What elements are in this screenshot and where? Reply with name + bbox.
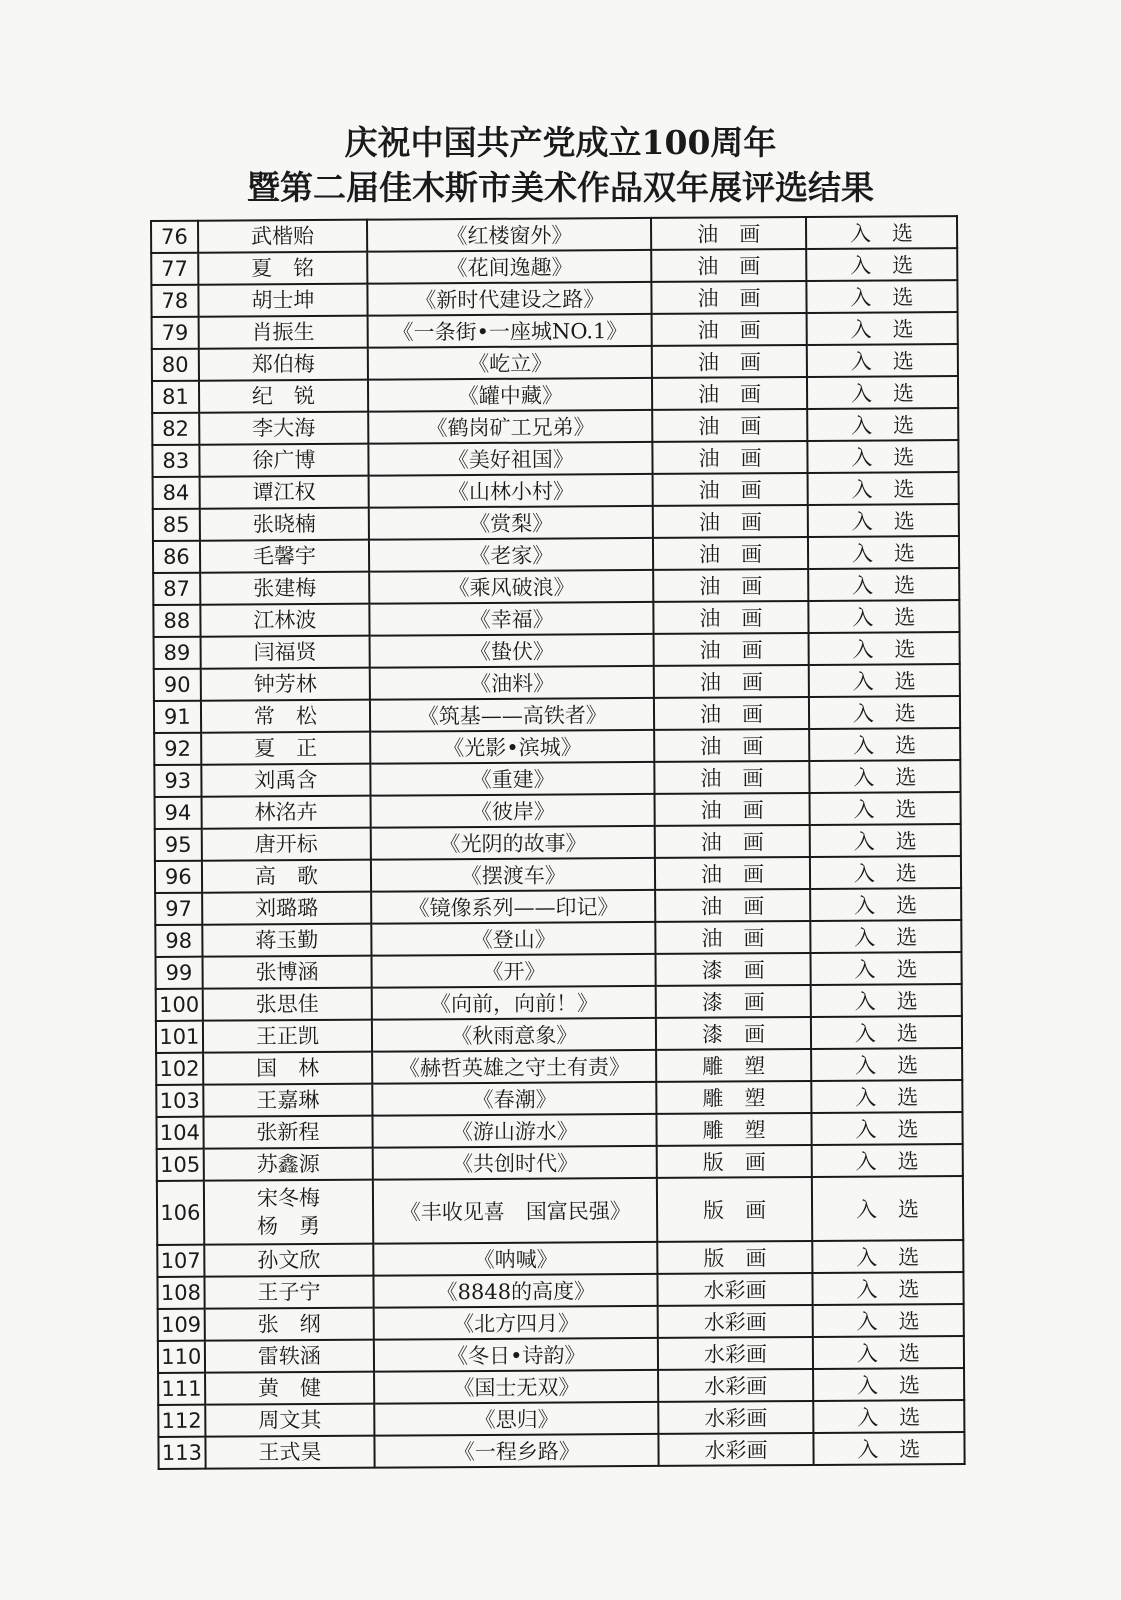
artist-name: 郑伯梅 (251, 351, 315, 377)
artist-name: 谭江权 (252, 479, 316, 505)
selection-result: 入 选 (811, 1016, 962, 1049)
row-number: 111 (158, 1373, 205, 1405)
selection-result: 入 选 (808, 664, 959, 697)
work-title: 《冬日•诗韵》 (374, 1338, 658, 1372)
table-row (152, 312, 958, 349)
work-category: 油 画 (654, 633, 808, 666)
selection-result: 入 选 (810, 984, 961, 1017)
artist-name: 王子宁 (257, 1279, 321, 1305)
work-title: 《春潮》 (372, 1082, 656, 1116)
work-category: 油 画 (652, 345, 806, 378)
row-number: 78 (151, 285, 198, 317)
artist-name: 徐广博 (252, 447, 316, 473)
work-category: 漆 画 (656, 985, 810, 1018)
table-row (155, 888, 961, 925)
artist-names (203, 1148, 373, 1181)
artist-name: 周文其 (258, 1407, 322, 1433)
selection-result: 入 选 (810, 888, 961, 921)
artist-names (199, 508, 369, 541)
row-number: 102 (156, 1053, 203, 1085)
row-number: 92 (154, 733, 201, 765)
selection-result: 入 选 (807, 440, 958, 473)
selection-result: 入 选 (806, 216, 957, 249)
artist-names (204, 1244, 374, 1277)
table-row (156, 1048, 962, 1085)
artist-name: 王式昊 (258, 1439, 322, 1465)
artist-name: 夏 正 (254, 735, 318, 761)
selection-result: 入 选 (809, 728, 960, 761)
artist-name: 武楷贻 (250, 223, 315, 249)
artist-names (199, 380, 369, 413)
work-title: 《光阴的故事》 (371, 826, 655, 860)
row-number: 106 (157, 1181, 204, 1245)
work-category: 漆 画 (656, 1017, 810, 1050)
work-category: 版 画 (658, 1241, 812, 1274)
row-number: 94 (155, 797, 202, 829)
work-title: 《光影•滨城》 (370, 730, 654, 764)
artist-names (201, 796, 371, 829)
work-title: 《共创时代》 (373, 1146, 657, 1180)
row-number: 113 (158, 1437, 205, 1469)
artist-name: 李大海 (252, 415, 316, 441)
work-title: 《油料》 (370, 666, 654, 700)
table-row (155, 824, 961, 861)
work-category: 油 画 (656, 889, 810, 922)
selection-result: 入 选 (812, 1176, 964, 1241)
artist-name: 张建梅 (253, 575, 317, 601)
work-title: 《老家》 (369, 538, 653, 572)
artist-names (200, 540, 370, 573)
work-category: 水彩画 (659, 1401, 813, 1434)
artist-name: 唐开标 (254, 831, 318, 857)
row-number: 97 (155, 893, 202, 925)
table-row (153, 568, 959, 605)
selection-result: 入 选 (808, 536, 959, 569)
work-title: 《秋雨意象》 (372, 1018, 656, 1052)
row-number: 95 (155, 829, 202, 861)
row-number: 82 (152, 413, 199, 445)
work-category: 漆 画 (656, 953, 810, 986)
work-category: 水彩画 (658, 1369, 812, 1402)
row-number: 86 (153, 541, 200, 573)
work-category: 油 画 (655, 825, 809, 858)
work-category: 油 画 (655, 857, 809, 890)
row-number: 108 (157, 1277, 204, 1309)
work-title: 《幸福》 (370, 602, 654, 636)
table-row (153, 472, 959, 509)
artist-names (198, 220, 368, 253)
work-title: 《彼岸》 (371, 794, 655, 828)
row-number: 101 (156, 1021, 203, 1053)
work-title: 《赫哲英雄之守土有责》 (372, 1050, 656, 1084)
selection-result: 入 选 (808, 600, 959, 633)
row-number: 77 (151, 253, 198, 285)
table-row (152, 408, 958, 445)
artist-names (203, 1052, 373, 1085)
page-subtitle: 暨第二届佳木斯市美术作品双年展评选结果 (247, 168, 874, 207)
artist-names (203, 1084, 373, 1117)
row-number: 79 (152, 317, 199, 349)
work-title: 《向前，向前！》 (372, 986, 656, 1020)
artist-names (205, 1340, 375, 1373)
table-row (158, 1400, 964, 1437)
selection-result: 入 选 (806, 312, 957, 345)
artist-name: 杨 勇 (257, 1213, 321, 1239)
row-number: 110 (158, 1341, 205, 1373)
selection-result: 入 选 (810, 856, 961, 889)
work-category: 油 画 (653, 409, 807, 442)
artist-name: 张思佳 (255, 991, 319, 1017)
work-title: 《一程乡路》 (375, 1434, 659, 1468)
table-row (156, 1080, 962, 1117)
artist-names (202, 988, 372, 1021)
table-row (157, 1240, 963, 1277)
work-category: 水彩画 (658, 1273, 812, 1306)
artist-name: 张晓楠 (252, 511, 316, 537)
artist-names (200, 668, 370, 701)
selection-result: 入 选 (810, 952, 961, 985)
table-row (155, 856, 961, 893)
artist-names (201, 828, 371, 861)
work-category: 油 画 (652, 313, 806, 346)
artist-name: 刘璐璐 (255, 895, 319, 921)
work-title: 《重建》 (371, 762, 655, 796)
row-number: 91 (154, 701, 201, 733)
work-title: 《开》 (372, 954, 656, 988)
table-row (156, 1016, 962, 1053)
selection-result: 入 选 (807, 504, 958, 537)
work-title: 《屹立》 (368, 346, 652, 380)
work-category: 油 画 (655, 761, 809, 794)
artist-name: 闫福贤 (253, 639, 317, 665)
work-title: 《新时代建设之路》 (368, 282, 652, 316)
artist-name: 高 歌 (254, 863, 319, 889)
table-row (158, 1432, 964, 1469)
row-number: 98 (155, 925, 202, 957)
table-row (151, 280, 957, 317)
work-title: 《赏梨》 (369, 506, 653, 540)
work-category: 油 画 (655, 793, 809, 826)
selection-result: 入 选 (812, 1240, 963, 1273)
work-title: 《丰收见喜 国富民强》 (373, 1178, 658, 1244)
selection-result: 入 选 (811, 1048, 962, 1081)
work-category: 油 画 (655, 729, 809, 762)
work-category: 油 画 (653, 473, 807, 506)
work-title: 《花间逸趣》 (367, 250, 651, 284)
artist-name: 江林波 (253, 607, 317, 633)
row-number: 83 (152, 445, 199, 477)
selection-result: 入 选 (812, 1272, 963, 1305)
work-category: 版 画 (657, 1177, 812, 1242)
work-category: 油 画 (654, 569, 808, 602)
table-row (151, 216, 957, 253)
artist-name: 胡士坤 (251, 287, 315, 313)
work-title: 《筑基——高铁者》 (370, 698, 654, 732)
selection-result: 入 选 (812, 1304, 963, 1337)
work-title: 《镜像系列——印记》 (371, 890, 655, 924)
artist-names (202, 924, 372, 957)
row-number: 112 (158, 1405, 205, 1437)
table-row (151, 248, 957, 285)
work-title: 《罐中藏》 (368, 378, 652, 412)
work-title: 《登山》 (372, 922, 656, 956)
artist-names (205, 1404, 375, 1437)
table-row (158, 1368, 964, 1405)
table-row (152, 376, 958, 413)
artist-names (204, 1276, 374, 1309)
work-category: 水彩画 (658, 1337, 812, 1370)
selection-result: 入 选 (810, 920, 961, 953)
artist-name: 蒋玉勤 (255, 927, 319, 953)
artist-name: 国 林 (256, 1055, 320, 1081)
artist-name: 黄 健 (258, 1375, 322, 1401)
selection-result: 入 选 (806, 344, 957, 377)
work-title: 《鹤岗矿工兄弟》 (368, 410, 652, 444)
selection-result: 入 选 (807, 376, 958, 409)
work-category: 版 画 (657, 1145, 811, 1178)
work-category: 油 画 (654, 601, 808, 634)
artist-name: 钟芳林 (253, 671, 317, 697)
table-row (152, 344, 958, 381)
row-number: 84 (153, 477, 200, 509)
selection-result: 入 选 (807, 408, 958, 441)
table-row (157, 1144, 963, 1181)
work-title: 《山林小村》 (369, 474, 653, 508)
row-number: 88 (153, 605, 200, 637)
artist-names (200, 604, 370, 637)
work-title: 《红楼窗外》 (367, 218, 651, 252)
artist-names (198, 316, 368, 349)
work-title: 《一条街•一座城NO.1》 (368, 314, 652, 348)
artist-name: 雷轶涵 (257, 1343, 321, 1369)
artist-name: 宋冬梅 (256, 1185, 320, 1211)
selection-result: 入 选 (813, 1432, 964, 1465)
artist-name: 常 松 (253, 703, 318, 729)
artist-names (202, 892, 372, 925)
row-number: 90 (154, 669, 201, 701)
row-number: 109 (158, 1309, 205, 1341)
artist-names (198, 252, 368, 285)
artist-names (201, 700, 371, 733)
artist-names (203, 1116, 373, 1149)
work-category: 雕 塑 (657, 1081, 811, 1114)
work-category: 油 画 (654, 665, 808, 698)
artist-names (202, 956, 372, 989)
work-category: 雕 塑 (657, 1049, 811, 1082)
work-category: 油 画 (654, 697, 808, 730)
artist-names (201, 732, 371, 765)
work-title: 《呐喊》 (373, 1242, 657, 1276)
row-number: 107 (157, 1245, 204, 1277)
selection-result: 入 选 (809, 792, 960, 825)
artist-names (204, 1180, 374, 1245)
artist-names (201, 764, 371, 797)
table-row (154, 728, 960, 765)
artist-names (203, 1020, 373, 1053)
table-row (154, 632, 960, 669)
row-number: 104 (156, 1117, 203, 1149)
artist-name: 纪 锐 (251, 383, 316, 409)
table-row (154, 760, 960, 797)
page-title: 庆祝中国共产党成立100周年 (344, 123, 777, 162)
table-row (158, 1336, 964, 1373)
artist-name: 王正凯 (255, 1023, 319, 1049)
table-row (157, 1176, 963, 1245)
work-category: 油 画 (653, 537, 807, 570)
work-title: 《8848的高度》 (374, 1274, 658, 1308)
artist-name: 张新程 (256, 1119, 320, 1145)
row-number: 99 (156, 957, 203, 989)
work-category: 油 画 (656, 921, 810, 954)
table-row (155, 920, 961, 957)
selection-result: 入 选 (813, 1368, 964, 1401)
selection-result: 入 选 (809, 824, 960, 857)
artist-names (200, 572, 370, 605)
work-title: 《思归》 (374, 1402, 658, 1436)
work-title: 《游山游水》 (373, 1114, 657, 1148)
artist-name: 王嘉琳 (256, 1087, 320, 1113)
selection-result: 入 选 (811, 1112, 962, 1145)
artist-names (199, 444, 369, 477)
table-row (157, 1272, 963, 1309)
work-title: 《蛰伏》 (370, 634, 654, 668)
artist-name: 林洺卉 (254, 799, 318, 825)
artist-name: 刘禹含 (254, 767, 318, 793)
artist-name: 苏鑫源 (256, 1151, 320, 1177)
artist-name: 毛馨宇 (252, 543, 317, 569)
work-category: 水彩画 (659, 1433, 813, 1466)
row-number: 76 (151, 221, 198, 253)
work-title: 《北方四月》 (374, 1306, 658, 1340)
selection-result: 入 选 (806, 280, 957, 313)
row-number: 96 (155, 861, 202, 893)
work-title: 《摆渡车》 (371, 858, 655, 892)
selection-result: 入 选 (811, 1144, 962, 1177)
selection-result: 入 选 (809, 760, 960, 793)
work-category: 油 画 (652, 249, 806, 282)
table-row (156, 1112, 962, 1149)
work-category: 油 画 (652, 377, 806, 410)
selection-result: 入 选 (809, 696, 960, 729)
table-row (154, 664, 960, 701)
work-title: 《国士无双》 (374, 1370, 658, 1404)
work-category: 油 画 (652, 281, 806, 314)
selection-result: 入 选 (807, 472, 958, 505)
table-row (156, 952, 962, 989)
table-row (156, 984, 962, 1021)
artist-names (199, 476, 369, 509)
table-row (158, 1304, 964, 1341)
row-number: 85 (153, 509, 200, 541)
artist-name: 张 纲 (257, 1311, 321, 1337)
artist-names (205, 1436, 375, 1469)
work-category: 水彩画 (658, 1305, 812, 1338)
row-number: 89 (154, 637, 201, 669)
artist-names (204, 1308, 374, 1341)
row-number: 105 (157, 1149, 204, 1181)
artist-names (198, 348, 368, 381)
artist-names (205, 1372, 375, 1405)
results-table-body (151, 216, 965, 1469)
row-number: 93 (154, 765, 201, 797)
results-table (150, 215, 966, 1470)
table-row (153, 536, 959, 573)
work-category: 雕 塑 (657, 1113, 811, 1146)
artist-name: 孙文欣 (257, 1247, 321, 1273)
work-category: 油 画 (651, 217, 805, 250)
row-number: 81 (152, 381, 199, 413)
table-row (152, 440, 958, 477)
selection-result: 入 选 (806, 248, 957, 281)
selection-result: 入 选 (808, 632, 959, 665)
artist-name: 夏 铭 (251, 255, 315, 281)
table-row (154, 696, 960, 733)
work-title: 《美好祖国》 (369, 442, 653, 476)
work-title: 《乘风破浪》 (369, 570, 653, 604)
row-number: 87 (153, 573, 200, 605)
artist-names (198, 284, 368, 317)
artist-names (199, 412, 369, 445)
row-number: 103 (156, 1085, 203, 1117)
selection-result: 入 选 (813, 1336, 964, 1369)
artist-names (200, 636, 370, 669)
artist-name: 张博涵 (255, 959, 319, 985)
table-row (153, 504, 959, 541)
table-row (155, 792, 961, 829)
artist-name: 肖振生 (251, 319, 315, 345)
work-category: 油 画 (653, 441, 807, 474)
selection-result: 入 选 (811, 1080, 962, 1113)
row-number: 100 (156, 989, 203, 1021)
selection-result: 入 选 (813, 1400, 964, 1433)
selection-result: 入 选 (808, 568, 959, 601)
row-number: 80 (152, 349, 199, 381)
work-category: 油 画 (653, 505, 807, 538)
artist-names (202, 860, 372, 893)
table-row (153, 600, 959, 637)
